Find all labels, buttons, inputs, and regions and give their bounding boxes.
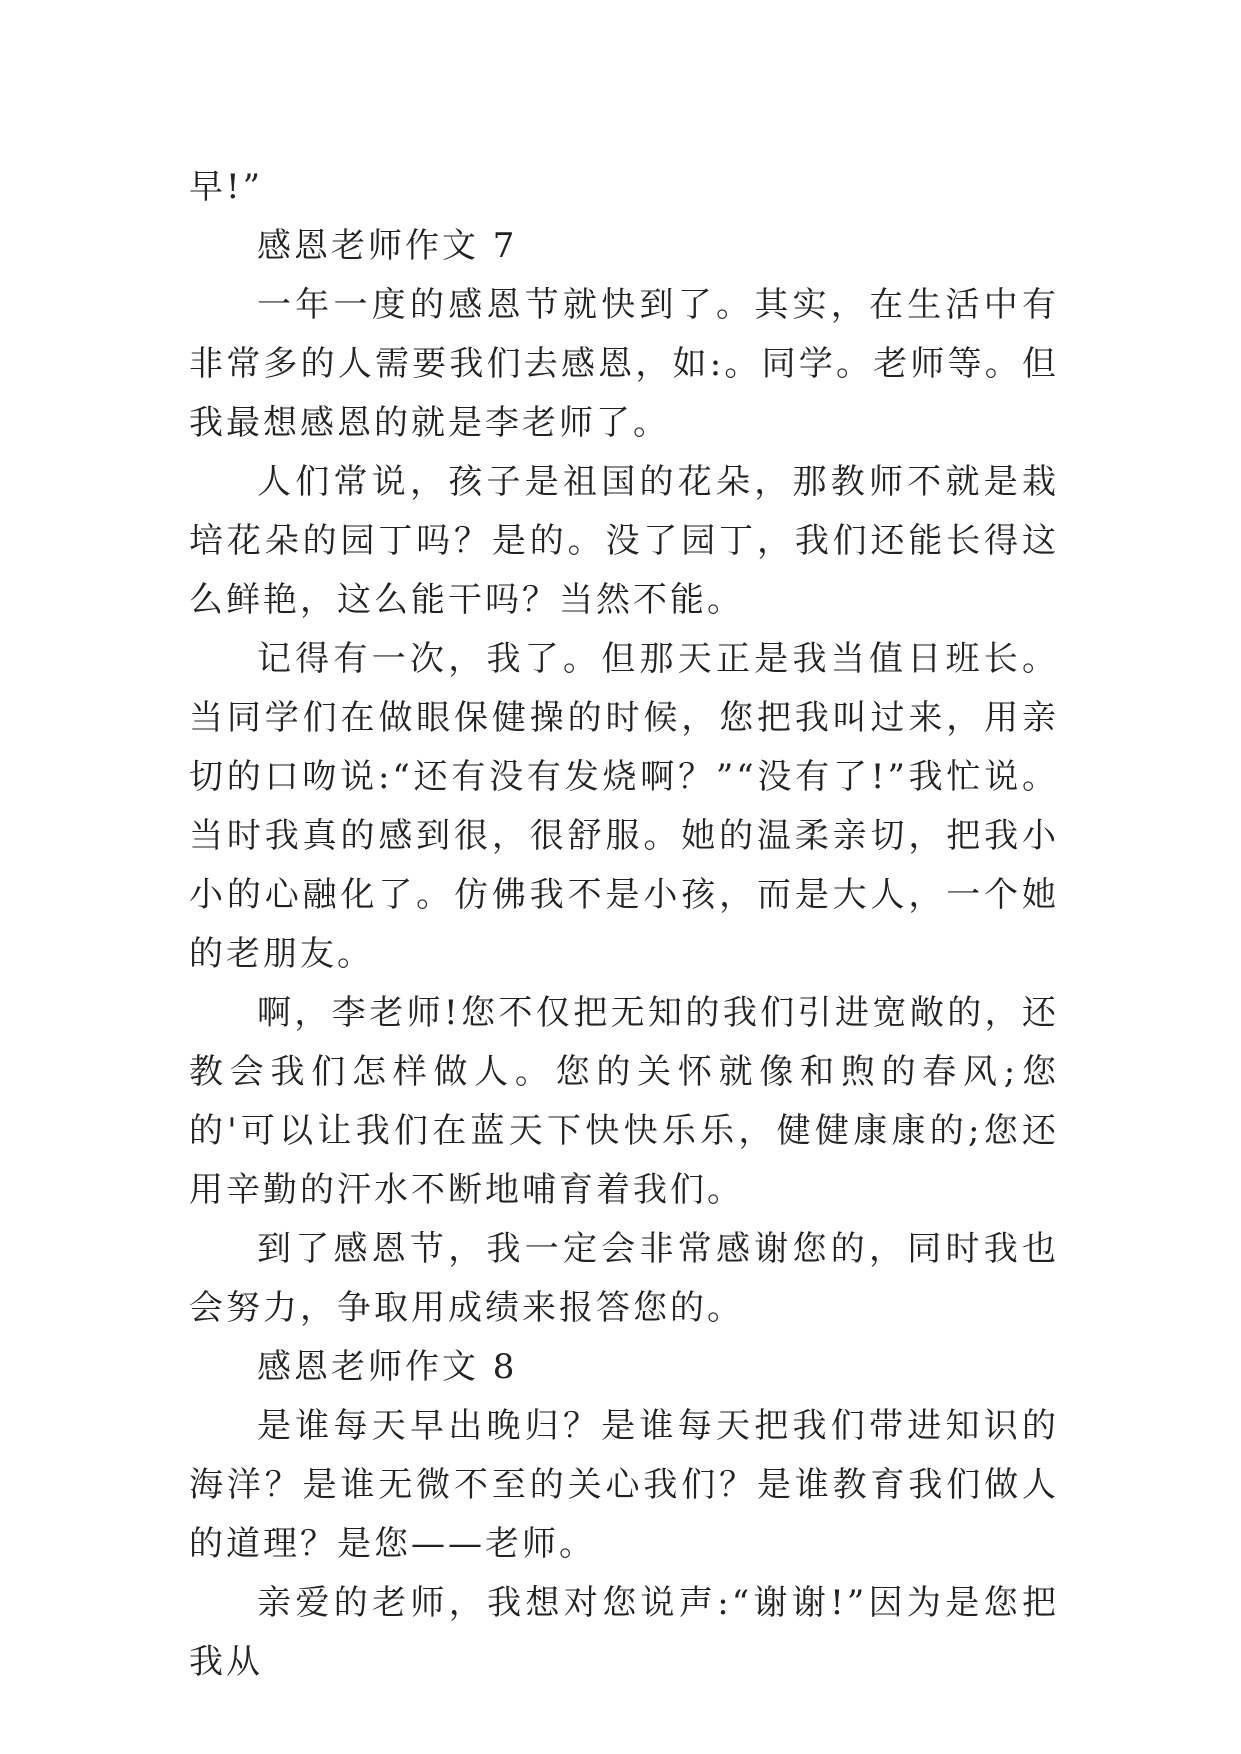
paragraph: 一年一度的感恩节就快到了。其实，在生活中有非常多的人需要我们去感恩，如:。同学。老师等。但我最想感恩的就是李老师了。 — [189, 285, 1059, 443]
paragraph: 亲爱的老师，我想对您说声:“谢谢!”因为是您把我从 — [189, 1583, 1059, 1682]
paragraph: 人们常说，孩子是祖国的花朵，那教师不就是栽培花朵的园丁吗？是的。没了园丁，我们还能长得这么鲜艳，这么能干吗？当然不能。 — [189, 462, 1059, 620]
essay-heading-8: 感恩老师作文 8 — [257, 1347, 518, 1387]
paragraph: 记得有一次，我了。但那天正是我当值日班长。当同学们在做眼保健操的时候，您把我叫过来，用亲切的口吻说:“还有没有发烧啊？”“没有了!”我忙说。当时我真的感到很，很舒服。她的温柔亲切，把我小小的心融化了。仿佛我不是小孩，而是大人，一个她的老朋友。 — [189, 639, 1059, 974]
paragraph-continuation: 早!” — [189, 167, 264, 207]
paragraph: 到了感恩节，我一定会非常感谢您的，同时我也会努力，争取用成绩来报答您的。 — [189, 1229, 1059, 1328]
document-body — [189, 158, 1059, 1692]
essay-heading-7: 感恩老师作文 7 — [257, 226, 518, 266]
paragraph: 啊，李老师!您不仅把无知的我们引进宽敞的，还教会我们怎样做人。您的关怀就像和煦的春风;您的'可以让我们在蓝天下快快乐乐，健健康康的;您还用辛勤的汗水不断地哺育着我们。 — [189, 993, 1059, 1210]
paragraph: 是谁每天早出晚归？是谁每天把我们带进知识的海洋？是谁无微不至的关心我们？是谁教育我们做人的道理？是您——老师。 — [189, 1406, 1059, 1564]
